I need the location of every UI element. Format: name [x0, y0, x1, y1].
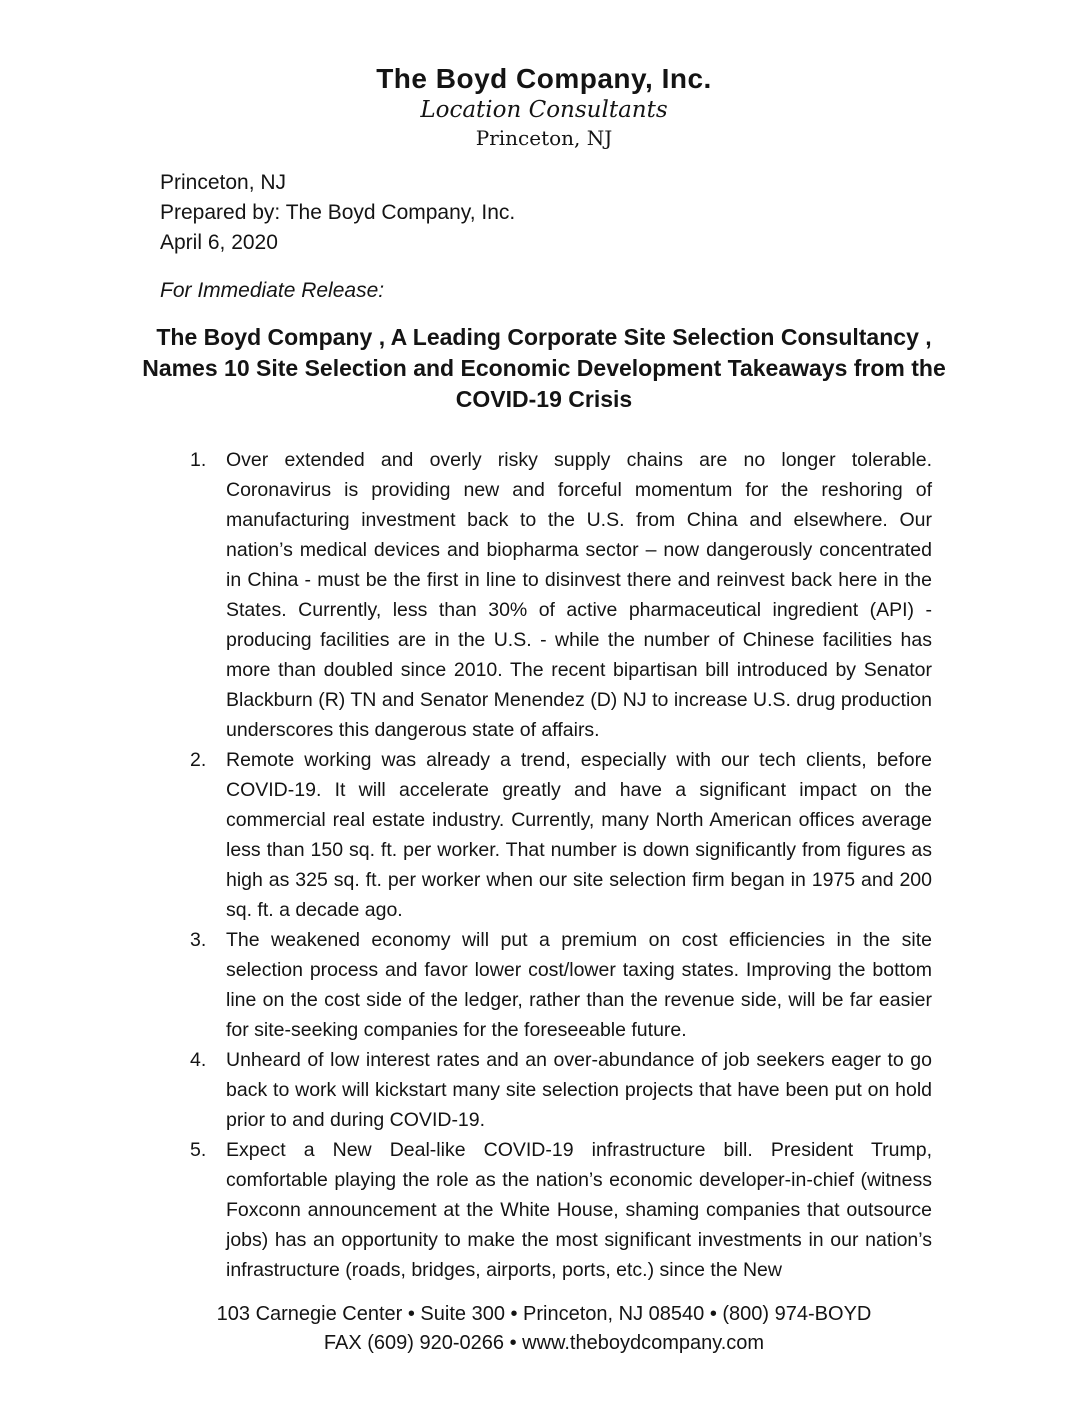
list-item [190, 445, 932, 745]
letterhead [0, 0, 1088, 152]
list-item [190, 925, 932, 1045]
list-item-number: 1. [190, 449, 207, 471]
list-item-text: Expect a New Deal-like COVID-19 infrastructure bill. President Trump, comfortable playing the role as the nation’s economic developer-in-chief (witness Foxconn announcement at the White House, shaming companies that outsource jobs) has an opportunity to make the most significant investments in our nation’s infrastructure (roads, bridges, airports, ports, etc.) since the New [226, 1139, 932, 1281]
list-item-number: 3. [190, 929, 207, 951]
list-item [190, 1045, 932, 1135]
takeaways-list [190, 445, 932, 1285]
headline-line-2: Names 10 Site Selection and Economic Development Takeaways from the [142, 355, 946, 381]
list-item [190, 745, 932, 925]
list-item-number: 2. [190, 749, 207, 771]
letterhead-location: Princeton, NJ [475, 126, 613, 150]
list-item-text: Remote working was already a trend, especially with our tech clients, before COVID-19. It will accelerate greatly and have a significant impact on the commercial real estate industry. Currently, many North American offices average less than 150 sq. ft. per worker. That number is down significantly from figures as high as 325 sq. ft. per worker when our site selection firm began in 1975 and 200 sq. ft. a decade ago. [226, 749, 932, 921]
footer-contact-line: FAX (609) 920-0266 • www.theboydcompany.com [323, 1332, 765, 1354]
prepared-by-line: Prepared by: The Boyd Company, Inc. [160, 201, 516, 224]
letterhead-company-name: The Boyd Company, Inc. [376, 63, 712, 94]
list-item-number: 5. [190, 1139, 207, 1161]
headline-line-1: The Boyd Company , A Leading Corporate Site Selection Consultancy , [156, 324, 932, 350]
release-date: April 6, 2020 [160, 231, 278, 254]
list-item-text: Over extended and overly risky supply chains are no longer tolerable. Coronavirus is providing new and forceful momentum for the reshoring of manufacturing investment back to the U.S. from China and elsewhere. Our nation’s medical devices and biopharma sector – now dangerously concentrated in China - must be the first in line to disinvest there and reinvest back here in the States. Currently, less than 30% of active pharmaceutical ingredient (API) - producing facilities are in the U.S. - while the number of Chinese facilities has more than doubled since 2010. The recent bipartisan bill introduced by Senator Blackburn (R) TN and Senator Menendez (D) NJ to increase U.S. drug production underscores this dangerous state of affairs. [226, 449, 932, 741]
footer-address-line: 103 Carnegie Center • Suite 300 • Princeton, NJ 08540 • (800) 974-BOYD [216, 1303, 872, 1325]
list-item-text: Unheard of low interest rates and an over-abundance of job seekers eager to go back to work will kickstart many site selection projects that have been put on hold prior to and during COVID-19. [226, 1049, 932, 1131]
page-footer [0, 1300, 1088, 1358]
list-item [190, 1135, 932, 1285]
letterhead-tagline: Location Consultants [420, 97, 668, 123]
list-item-number: 4. [190, 1049, 207, 1071]
headline [114, 322, 974, 415]
release-meta-block [160, 168, 1088, 258]
release-notice: For Immediate Release: [160, 279, 385, 302]
list-item-text: The weakened economy will put a premium on cost efficiencies in the site selection process and favor lower cost/lower taxing states. Improving the bottom line on the cost side of the ledger, rather than the revenue side, will be far easier for site-seeking companies for the foreseeable future. [226, 929, 932, 1041]
dateline: Princeton, NJ [160, 171, 287, 194]
headline-line-3: COVID-19 Crisis [455, 386, 633, 412]
